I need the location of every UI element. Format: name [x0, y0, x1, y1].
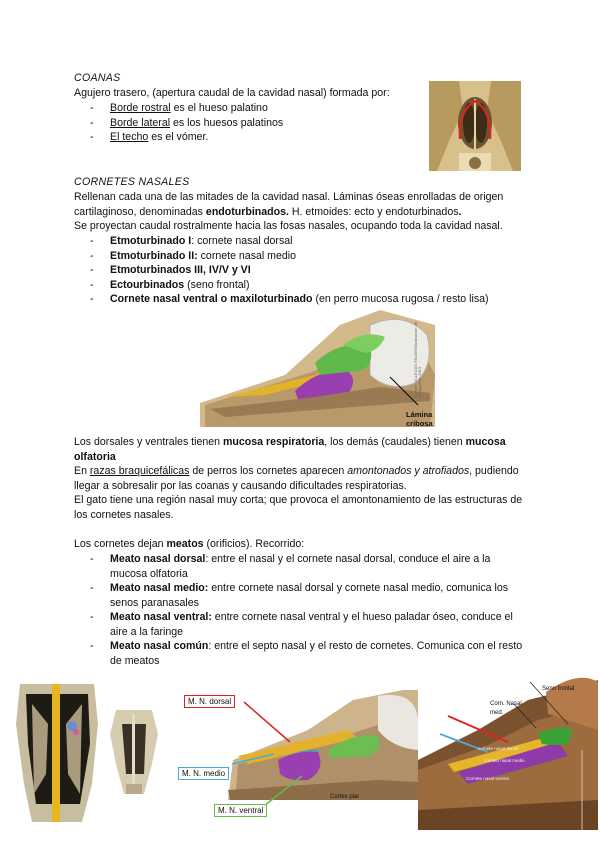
coanas-heading: COANAS [74, 72, 121, 84]
cornetes-list [74, 234, 528, 307]
list-item: - Etmoturbinado II: cornete nasal medio [74, 249, 528, 264]
lamina-cribosa-label: Lámina cribosa [406, 410, 433, 428]
list-item: - Ectourbinados (seno frontal) [74, 278, 528, 293]
mn-dorsal-label: M. N. dorsal [184, 695, 235, 708]
skull-ventral-photo [12, 684, 176, 822]
cornetes-heading: CORNETES NASALES [74, 176, 190, 188]
list-item: - Meato nasal ventral: entre cornete nasal ventral y el hueso paladar óseo, conduce el aire a la faringe [74, 610, 528, 639]
meatos-intro: Los cornetes dejan meatos (orificios). Recorrido: [74, 538, 305, 550]
cornetes-projection: Se proyectan caudal rostralmente hacia las fosas nasales, ocupando toda la cavidad nasal. [74, 220, 503, 232]
skull-photo [429, 81, 521, 171]
list-item: - El techo es el vómer. [74, 130, 414, 145]
list-item: - Etmoturbinados III, IV/V y VI [74, 263, 528, 278]
meatos-list [74, 552, 528, 668]
sagittal-section-photo [418, 660, 598, 830]
meatos-diagram [178, 690, 418, 824]
cornete-ventral-label: Cornete nasal ventral [466, 776, 509, 781]
turbinates-illustration [165, 305, 435, 427]
list-item: - Cornete nasal ventral o maxiloturbinado (en perro mucosa rugosa / resto lisa) [74, 292, 528, 307]
list-item: - Borde lateral es los huesos palatinos [74, 116, 414, 131]
corn-nasal-label: Corn. Nasal med. [490, 701, 522, 716]
mn-ventral-label: M. N. ventral [214, 804, 267, 817]
cornetes-paragraph: Rellenan cada una de las mitades de la cavidad nasal. Láminas óseas enrolladas de origen cartilaginoso, denominadas endoturbinados. H. etmoides: ecto y endoturbinados. [74, 191, 504, 218]
cornete-medio-label: cornete nasal medio [484, 758, 525, 763]
mucosa-paragraph: Los dorsales y ventrales tienen mucosa respiratoria, los demás (caudales) tienen mucosa olfatoria En razas braquicefálicas de perros los cornetes aparecen amontonados y atrofiados, pudiendo llegar a sobresalir por las coanas y causando dificultades respiratorias. El gato tiene una región nasal muy corta; que provoca el amontonamiento de las estructuras de los cornetes nasales. [74, 436, 523, 521]
list-item: - Etmoturbinado I: cornete nasal dorsal [74, 234, 528, 249]
cornete-dorsal-label: cornete nasal dorsal [478, 746, 519, 751]
seno-frontal-label: Seno frontal [542, 686, 575, 692]
mn-medio-label: M. N. medio [178, 767, 229, 780]
list-item: - Borde rostral es el hueso palatino [74, 101, 414, 116]
list-item: - Meato nasal común: entre el septo nasal y el resto de cornetes. Comunica con el resto de meatos [74, 639, 528, 668]
figure-credit: Fuente: VILLEGAS PALERO/Ilustración de divulgación, 2013 [413, 322, 422, 398]
coanas-list [74, 101, 414, 145]
cortes-label: Cortes plar [330, 794, 360, 800]
list-item: - Meato nasal medio: entre cornete nasal dorsal y cornete nasal medio, comunica los senos paranasales [74, 581, 528, 610]
list-item: - Meato nasal dorsal: entre el nasal y el cornete nasal dorsal, conduce el aire a la mucosa olfatoria [74, 552, 528, 581]
coanas-intro: Agujero trasero, (apertura caudal de la cavidad nasal) formada por: [74, 87, 390, 99]
